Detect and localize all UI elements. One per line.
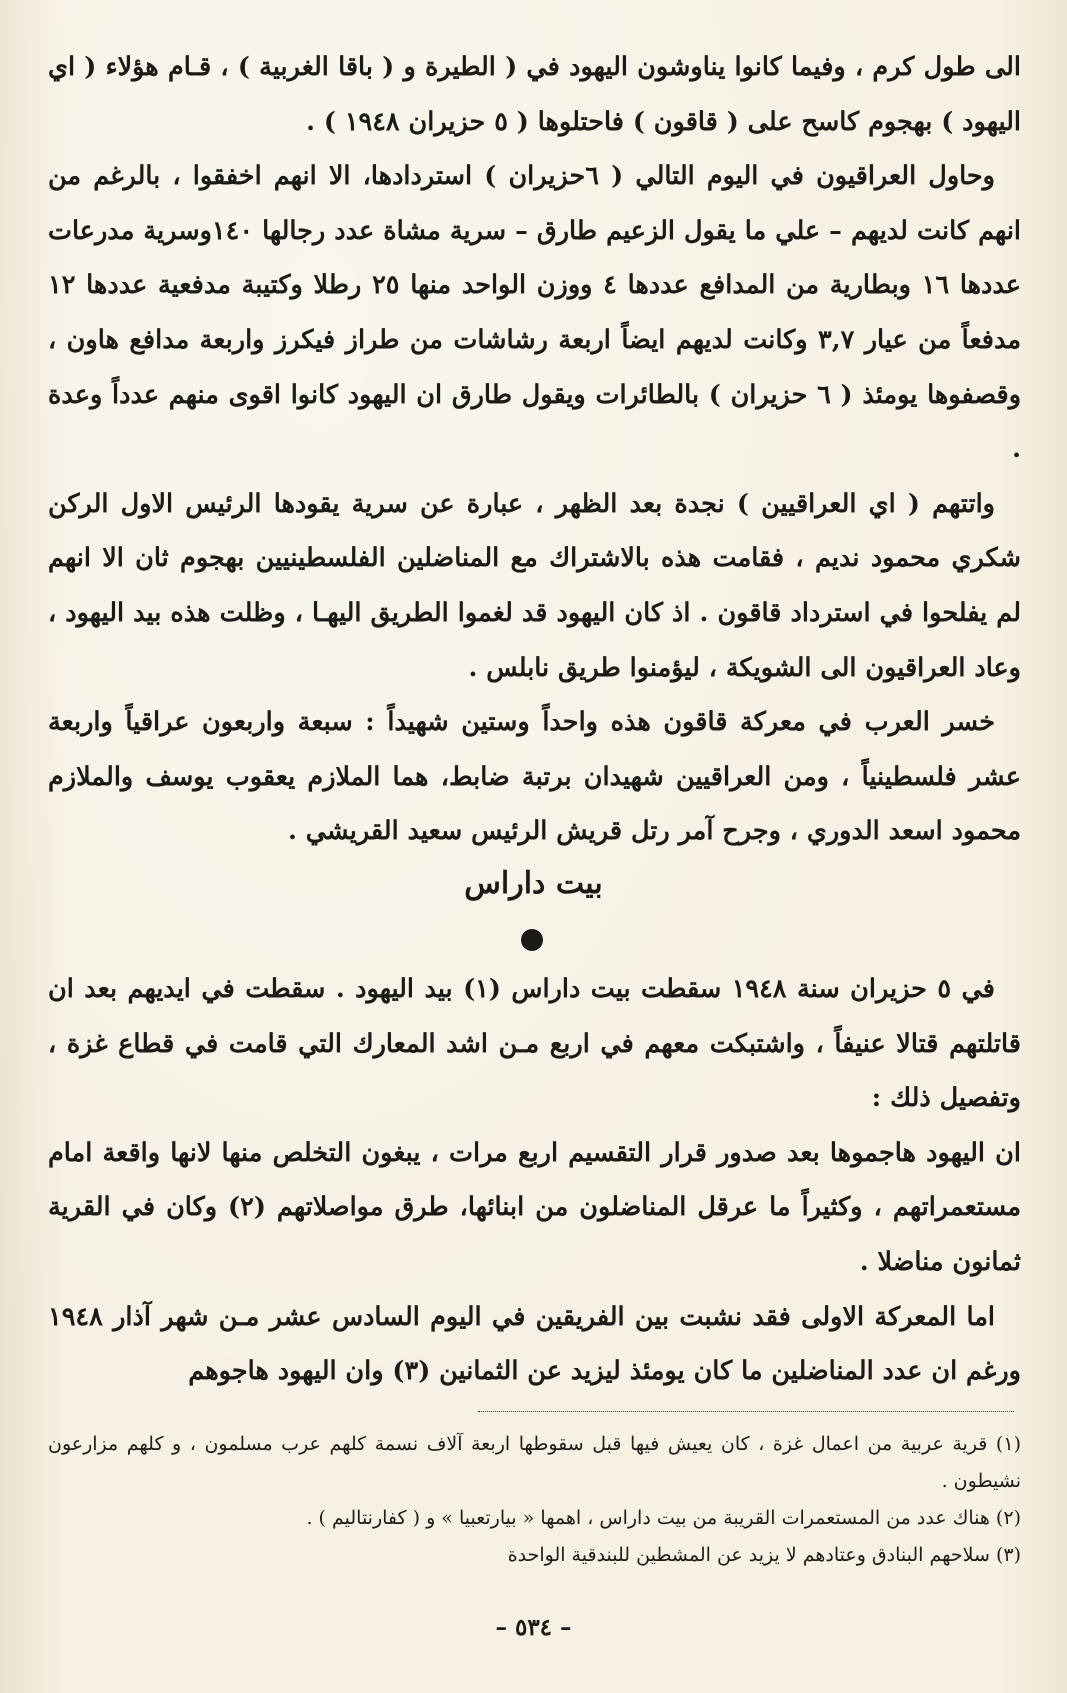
footnote-1: (١) قرية عربية من اعمال غزة ، كان يعيش فيها قبل سقوطها اربعة آلاف نسمة كلهم عرب مسلمون ، و كلهم مزارعون نشيطون . xyxy=(48,1433,1021,1492)
paragraph-2: وحاول العراقيون في اليوم التالي ( ٦حزيران ) استردادها، الا انهم اخفقوا ، بالرغم من انهم كانت لديهم – علي ما يقول الزعيم طارق – سرية مشاة عدد رجالها ١٤٠وسرية مدرعات عددها ١٦ وبطارية من المدافع عددها ٤ ووزن الواحد منها ٢٥ رطلا وكتيبة مدفعية عددها ١٢ مدفعاً من عيار ٣,٧ وكانت لديهم ايضاً اربعة رشاشات من طراز فيكرز واربعة مدافع هاون ، وقصفوها يومئذ ( ٦ حزيران ) بالطائرات ويقول طارق ان اليهود كانوا اقوى منهم عدداً وعدة . xyxy=(48,161,1022,465)
paragraph-4: خسر العرب في معركة قاقون هذه واحداً وستين شهيداً : سبعة واربعون عراقياً واربعة عشر فلسطينياً ، ومن العراقيين شهيدان برتبة ضابط، هما الملازم يعقوب يوسف والملازم محمود اسعد الدوري ، وجرح آمر رتل قريش الرئيس سعيد القريشي . xyxy=(48,707,1021,847)
paragraph-6: ان اليهود هاجموها بعد صدور قرار التقسيم اربع مرات ، يبغون التخلص منها لانها واقعة امام مستعمراتهم ، وكثيراً ما عرقل المناضلون من ابنائها، طرق مواصلاتهم (٢) وكان في القرية ثمانون مناضلا . xyxy=(48,1137,1021,1277)
paragraph-3: واتتهم ( اي العراقيين ) نجدة بعد الظهر ، عبارة عن سرية يقودها الرئيس الاول الركن شكري محمود نديم ، فقامت هذه بالاشتراك مع المناضلين الفلسطينيين بهجوم ثان الا انهم لم يفلحوا في استرداد قاقون . اذ كان اليهود قد لغموا الطريق اليهـا ، وظلت هذه بيد اليهود ، وعاد العراقيون الى الشويكة ، ليؤمنوا طريق نابلس . xyxy=(48,488,1021,683)
footnote-divider xyxy=(478,1411,1014,1412)
footnotes xyxy=(48,1426,1021,1574)
paragraph-5: في ٥ حزيران سنة ١٩٤٨ سقطت بيت داراس (١) بيد اليهود . سقطت في ايديهم بعد ان قاتلتهم قتالا عنيفاً ، واشتبكت معهم في اربع مـن اشد المعارك التي قامت في قطاع غزة ، وتفصيل ذلك : xyxy=(48,974,1021,1114)
paragraph-1: الى طول كرم ، وفيما كانوا يناوشون اليهود في ( الطيرة و ( باقا الغربية ) ، قـام هؤلاء ( اي اليهود ) بهجوم كاسح على ( قاقون ) فاحتلوها ( ٥ حزيران ١٩٤٨ ) . xyxy=(48,52,1021,137)
footnote-2: (٢) هناك عدد من المستعمرات القريبة من بيت داراس ، اهمها « بيارتعبيا » و ( كفارنتاليم ) . xyxy=(306,1507,1021,1529)
paragraph-7: اما المعركة الاولى فقد نشبت بين الفريقين في اليوم السادس عشر مـن شهر آذار ١٩٤٨ ورغم ان عدد المناضلين ما كان يومئذ ليزيد عن الثمانين (٣) وان اليهود هاجوهم xyxy=(48,1301,1021,1387)
page-number: – ٥٣٤ – xyxy=(495,1614,572,1641)
footnote-3: (٣) سلاحهم البنادق وعتادهم لا يزيد عن المشطين للبندقية الواحدة xyxy=(507,1544,1021,1566)
main-text-upper xyxy=(48,40,1021,859)
section-heading: بيت داراس xyxy=(464,866,603,901)
bullet-dot-icon xyxy=(521,929,543,951)
main-text-lower xyxy=(48,962,1021,1399)
